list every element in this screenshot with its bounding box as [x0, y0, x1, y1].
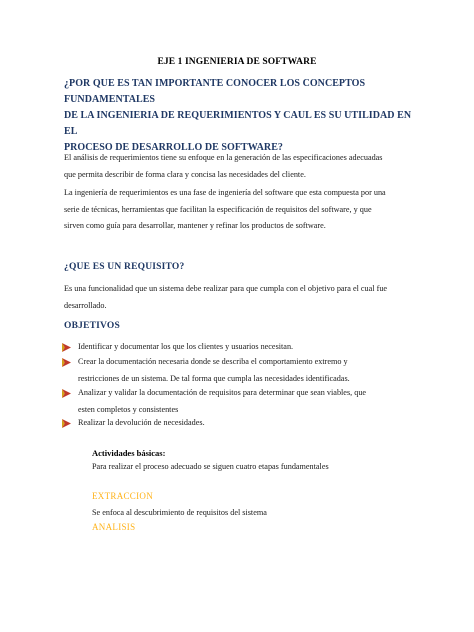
paragraph-line: La ingeniería de requerimientos es una fase de ingeniería del software que esta compuesta por una: [64, 188, 386, 197]
objetivos-heading: OBJETIVOS: [64, 321, 120, 331]
main-question: [64, 76, 424, 156]
paragraph-line: desarrollado.: [64, 300, 107, 310]
arrow-bullet-icon: [62, 358, 71, 367]
actividades-heading: Actividades básicas:: [92, 448, 166, 458]
analisis-heading: ANALISIS: [92, 522, 136, 532]
question-line: DE LA INGENIERIA DE REQUERIMIENTOS Y CAUL ES SU UTILIDAD EN EL: [64, 110, 412, 137]
paragraph-line: Es una funcionalidad que un sistema debe realizar para que cumpla con el objetivo para el cual fue: [64, 284, 388, 293]
extraccion-heading: EXTRACCION: [92, 491, 153, 501]
actividades-text: Para realizar el proceso adecuado se siguen cuatro etapas fundamentales: [92, 462, 329, 471]
arrow-bullet-icon: [62, 389, 71, 398]
objetivo-item: [78, 415, 418, 432]
paragraph-line: sirven como guía para desarrollar, mantener y refinar los productos de software.: [64, 221, 326, 230]
paragraph-analisis: [64, 150, 414, 183]
objetivo-line: Identificar y documentar los que los clientes y usuarios necesitan.: [78, 342, 294, 351]
question-line: ¿POR QUE ES TAN IMPORTANTE CONOCER LOS CONCEPTOS FUNDAMENTALES: [64, 78, 366, 105]
paragraph-ingenieria: [64, 185, 414, 235]
objetivo-item: [78, 385, 418, 418]
arrow-bullet-icon: [62, 343, 71, 352]
paragraph-line: serie de técnicas, herramientas que facilitan la especificación de requisitos del software, y que: [64, 204, 372, 214]
objetivo-line: restricciones de un sistema. De tal forma que cumpla las necesidades identificadas.: [78, 373, 350, 383]
extraccion-text: Se enfoca al descubrimiento de requisitos del sistema: [92, 508, 267, 517]
requisito-heading: ¿QUE ES UN REQUISITO?: [64, 262, 185, 272]
objetivo-item: [78, 354, 418, 387]
arrow-bullet-icon: [62, 419, 71, 428]
paragraph-line: El análisis de requerimientos tiene su enfoque en la generación de las especificaciones adecuadas: [64, 153, 383, 162]
question-line: PROCESO DE DESARROLLO DE SOFTWARE?: [64, 142, 283, 153]
document-title: EJE 1 INGENIERIA DE SOFTWARE: [157, 57, 317, 67]
objetivo-line: Crear la documentación necesaria donde se describa el comportamiento extremo y: [78, 357, 348, 366]
objetivo-line: esten completos y consistentes: [78, 404, 179, 414]
requisito-paragraph: [64, 281, 414, 314]
objetivo-line: Analizar y validar la documentación de requisitos para determinar que sean viables, que: [78, 388, 367, 397]
objetivo-line: Realizar la devolución de necesidades.: [78, 418, 205, 427]
paragraph-line: que permita describir de forma clara y concisa las necesidades del cliente.: [64, 169, 306, 179]
